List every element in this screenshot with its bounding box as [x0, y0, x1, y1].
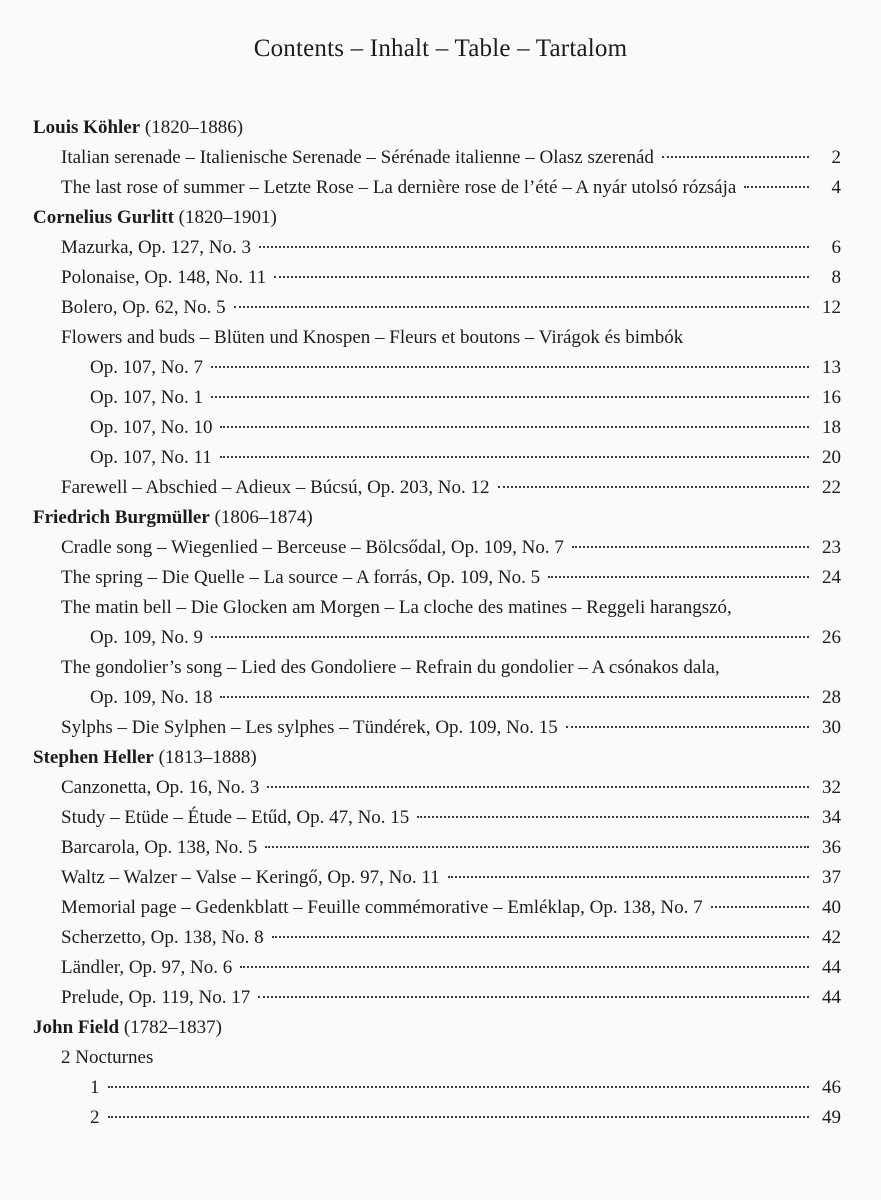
dot-leader: [211, 396, 809, 398]
entry-title: Farewell – Abschied – Adieux – Búcsú, Op. 203, No. 12: [61, 477, 490, 498]
page-number: 4: [831, 177, 841, 198]
composer-section: [33, 113, 841, 203]
toc-entry[interactable]: [33, 953, 841, 983]
composer-heading: [33, 743, 841, 773]
dot-leader: [566, 726, 809, 728]
page-title: Contents – Inhalt – Table – Tartalom: [253, 35, 628, 62]
page-number: 13: [822, 357, 841, 378]
page-number: 12: [822, 297, 841, 318]
page-number: 20: [822, 447, 841, 468]
composer-heading: [33, 203, 841, 233]
dot-leader: [234, 306, 809, 308]
entry-title: Ländler, Op. 97, No. 6: [61, 957, 233, 978]
toc-entry[interactable]: [33, 983, 841, 1013]
entry-title: Barcarola, Op. 138, No. 5: [61, 837, 258, 858]
toc-group-heading: Flowers and buds – Blüten und Knospen – Fleurs et boutons – Virágok és bimbók: [61, 327, 684, 348]
toc-entry[interactable]: [33, 293, 841, 323]
composer-years: (1820–1886): [144, 117, 244, 138]
entry-title: Italian serenade – Italienische Serenade – Sérénade italienne – Olasz szerenád: [61, 147, 654, 168]
toc-entry[interactable]: [33, 773, 841, 803]
page-number: 44: [822, 987, 841, 1008]
dot-leader: [448, 876, 809, 878]
toc-entry[interactable]: [33, 893, 841, 923]
composer-heading: [33, 1013, 841, 1043]
composer-years: (1820–1901): [178, 207, 277, 228]
toc-entry[interactable]: [33, 863, 841, 893]
page-number: 16: [822, 387, 841, 408]
dot-leader: [662, 156, 809, 158]
toc-entry[interactable]: [33, 263, 841, 293]
page-number: 6: [831, 237, 841, 258]
entry-title: Memorial page – Gedenkblatt – Feuille commémorative – Emléklap, Op. 138, No. 7: [61, 897, 703, 918]
page-number: 8: [831, 267, 841, 288]
composer-section: [33, 203, 841, 503]
entry-title: Prelude, Op. 119, No. 17: [61, 987, 251, 1008]
dot-leader: [220, 426, 809, 428]
toc-entry[interactable]: [33, 803, 841, 833]
toc-entry[interactable]: [33, 533, 841, 563]
dot-leader: [267, 786, 809, 788]
page-number: 34: [822, 807, 841, 828]
entry-title: The last rose of summer – Letzte Rose – La dernière rose de l’été – A nyár utolsó rózsája: [61, 177, 737, 198]
toc-group-heading: 2 Nocturnes: [61, 1047, 154, 1068]
toc-entry[interactable]: [33, 353, 841, 383]
toc-entry[interactable]: [33, 563, 841, 593]
toc-entry[interactable]: [33, 1103, 841, 1133]
composer-heading: [33, 503, 841, 533]
entry-title: 2: [90, 1107, 100, 1128]
toc-entry[interactable]: [33, 233, 841, 263]
toc-group-heading: The matin bell – Die Glocken am Morgen – La cloche des matines – Reggeli harangszó,: [61, 597, 732, 618]
entry-title: Cradle song – Wiegenlied – Berceuse – Bölcsődal, Op. 109, No. 7: [61, 537, 564, 558]
composer-section: [33, 503, 841, 743]
page-number: 18: [822, 417, 841, 438]
entry-title: The spring – Die Quelle – La source – A forrás, Op. 109, No. 5: [61, 567, 541, 588]
page-number: 28: [822, 687, 841, 708]
toc-entry[interactable]: [33, 833, 841, 863]
composer-name: Friedrich Burgmüller: [33, 507, 210, 528]
dot-leader: [548, 576, 809, 578]
toc-entry[interactable]: [33, 173, 841, 203]
toc-entry[interactable]: [33, 413, 841, 443]
page-number: 44: [822, 957, 841, 978]
composer-heading: [33, 113, 841, 143]
composer-years: (1782–1837): [123, 1017, 222, 1038]
page-number: 36: [822, 837, 841, 858]
entry-title: Waltz – Walzer – Valse – Keringő, Op. 97, No. 11: [61, 867, 440, 888]
page-number: 24: [822, 567, 841, 588]
page-number: 46: [822, 1077, 841, 1098]
page-number: 2: [831, 147, 841, 168]
entry-title: Sylphs – Die Sylphen – Les sylphes – Tündérek, Op. 109, No. 15: [61, 717, 558, 738]
composer-name: Louis Köhler: [33, 117, 141, 138]
toc-entry[interactable]: [33, 473, 841, 503]
dot-leader: [259, 246, 809, 248]
composer-name: John Field: [33, 1017, 120, 1038]
dot-leader: [744, 186, 809, 188]
entry-title: Op. 109, No. 18: [90, 687, 213, 708]
entry-title: Op. 107, No. 11: [90, 447, 212, 468]
toc-entry[interactable]: [33, 443, 841, 473]
toc-entry[interactable]: [33, 623, 841, 653]
composer-years: (1813–1888): [158, 747, 257, 768]
entry-title: Polonaise, Op. 148, No. 11: [61, 267, 267, 288]
composer-years: (1806–1874): [214, 507, 313, 528]
dot-leader: [265, 846, 809, 848]
entry-title: Op. 107, No. 7: [90, 357, 203, 378]
dot-leader: [711, 906, 809, 908]
composer-section: [33, 743, 841, 1013]
entry-title: Canzonetta, Op. 16, No. 3: [61, 777, 260, 798]
entry-title: Bolero, Op. 62, No. 5: [61, 297, 226, 318]
dot-leader: [211, 366, 809, 368]
dot-leader: [572, 546, 809, 548]
toc-entry[interactable]: [33, 383, 841, 413]
toc-entry[interactable]: [33, 683, 841, 713]
dot-leader: [274, 276, 809, 278]
toc-entry[interactable]: [33, 1073, 841, 1103]
entry-title: 1: [90, 1077, 100, 1098]
table-of-contents: [33, 113, 841, 1133]
dot-leader: [498, 486, 809, 488]
toc-entry[interactable]: [33, 143, 841, 173]
dot-leader: [272, 936, 809, 938]
page-number: 32: [822, 777, 841, 798]
page-number: 26: [822, 627, 841, 648]
dot-leader: [258, 996, 809, 998]
page-number: 30: [822, 717, 841, 738]
composer-name: Cornelius Gurlitt: [33, 207, 174, 228]
entry-title: Op. 107, No. 10: [90, 417, 213, 438]
page-number: 42: [822, 927, 841, 948]
toc-entry[interactable]: [33, 713, 841, 743]
toc-entry[interactable]: [33, 923, 841, 953]
dot-leader: [211, 636, 809, 638]
entry-title: Op. 109, No. 9: [90, 627, 203, 648]
dot-leader: [240, 966, 809, 968]
dot-leader: [417, 816, 809, 818]
page-number: 22: [822, 477, 841, 498]
page-number: 40: [822, 897, 841, 918]
composer-name: Stephen Heller: [33, 747, 154, 768]
entry-title: Mazurka, Op. 127, No. 3: [61, 237, 251, 258]
entry-title: Study – Etüde – Étude – Etűd, Op. 47, No. 15: [61, 807, 410, 828]
page-number: 23: [822, 537, 841, 558]
page-number: 37: [822, 867, 841, 888]
dot-leader: [220, 456, 809, 458]
composer-section: [33, 1013, 841, 1133]
toc-group-heading: The gondolier’s song – Lied des Gondoliere – Refrain du gondolier – A csónakos dala,: [61, 657, 720, 678]
dot-leader: [108, 1116, 810, 1118]
entry-title: Scherzetto, Op. 138, No. 8: [61, 927, 264, 948]
dot-leader: [220, 696, 809, 698]
dot-leader: [108, 1086, 810, 1088]
entry-title: Op. 107, No. 1: [90, 387, 203, 408]
page-number: 49: [822, 1107, 841, 1128]
